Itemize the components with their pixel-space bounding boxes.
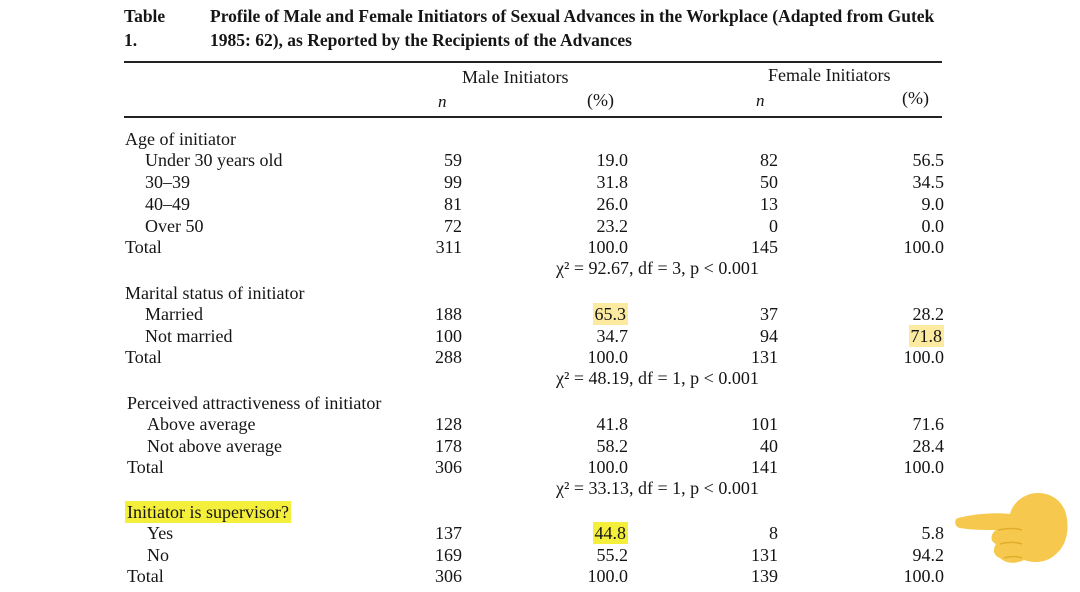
- table-row: [0, 522, 1080, 544]
- male-pct-cell: 23.2: [596, 216, 628, 236]
- header-rule: [124, 116, 942, 118]
- male-n-cell: 81: [444, 194, 462, 214]
- section-heading: Marital status of initiator: [125, 283, 305, 303]
- female-pct-cell: 94.2: [912, 545, 944, 565]
- male-n-cell: 288: [435, 347, 462, 367]
- table-row-total: [0, 346, 1080, 368]
- female-pct-cell: 5.8: [921, 523, 944, 543]
- female-n-cell: 13: [760, 194, 778, 214]
- female-n-cell: 50: [760, 172, 778, 192]
- table-row: [0, 544, 1080, 566]
- table-number: Table 1.: [124, 6, 166, 50]
- female-pct-cell: 100.0: [903, 237, 944, 257]
- row-label: Not above average: [147, 436, 282, 456]
- female-initiators-header: Female Initiators: [768, 65, 891, 85]
- female-n-cell: 145: [751, 237, 778, 257]
- male-n-cell: 100: [435, 326, 462, 346]
- table-row: [0, 171, 1080, 193]
- male-pct-header: (%): [587, 90, 614, 110]
- row-label: Total: [127, 566, 164, 586]
- female-pct-cell: 9.0: [921, 194, 944, 214]
- female-pct-cell: 28.2: [912, 304, 944, 324]
- row-label: Total: [125, 237, 162, 257]
- highlighted-female-pct-cell: 71.8: [910, 326, 942, 346]
- section-heading: Age of initiator: [125, 129, 236, 149]
- female-n-cell: 0: [769, 216, 778, 236]
- male-pct-cell: 100.0: [587, 347, 628, 367]
- female-pct-cell: 100.0: [903, 566, 944, 586]
- highlighted-male-pct-cell: 65.3: [594, 304, 626, 324]
- table-row-total: [0, 456, 1080, 478]
- female-n-cell: 131: [751, 545, 778, 565]
- male-n-cell: 99: [444, 172, 462, 192]
- male-n-cell: 306: [435, 457, 462, 477]
- row-label: Total: [127, 457, 164, 477]
- table-row-total: [0, 236, 1080, 258]
- section-heading: Perceived attractiveness of initiator: [127, 393, 382, 413]
- row-label: Yes: [147, 523, 174, 543]
- female-pct-cell: 100.0: [903, 347, 944, 367]
- male-pct-cell: 41.8: [596, 414, 628, 434]
- table-row: [0, 413, 1080, 435]
- female-n-cell: 82: [760, 150, 778, 170]
- female-pct-header: (%): [902, 88, 929, 108]
- male-n-cell: 59: [444, 150, 462, 170]
- male-pct-cell: 31.8: [596, 172, 628, 192]
- female-n-cell: 37: [760, 304, 778, 324]
- row-label: Above average: [147, 414, 256, 434]
- row-label: Under 30 years old: [145, 150, 283, 170]
- male-pct-cell: 55.2: [596, 545, 628, 565]
- male-n-cell: 128: [435, 414, 462, 434]
- highlighted-section-heading: Initiator is supervisor?: [127, 502, 289, 522]
- row-label: 40–49: [145, 194, 190, 214]
- table-title: Profile of Male and Female Initiators of Sexual Advances in the Workplace (Adapted from Gutek 1985: 62), as Reported by the Recipients of the Advances: [210, 6, 935, 50]
- female-n-cell: 131: [751, 347, 778, 367]
- female-n-cell: 101: [751, 414, 778, 434]
- male-pct-cell: 100.0: [587, 566, 628, 586]
- table-row: [0, 193, 1080, 215]
- male-n-cell: 306: [435, 566, 462, 586]
- chi-square-stat: χ² = 92.67, df = 3, p < 0.001: [556, 258, 759, 278]
- row-label: Total: [125, 347, 162, 367]
- female-n-cell: 94: [760, 326, 778, 346]
- chi-square-stat: χ² = 48.19, df = 1, p < 0.001: [556, 368, 759, 388]
- female-pct-cell: 34.5: [912, 172, 944, 192]
- female-n-cell: 139: [751, 566, 778, 586]
- male-n-cell: 311: [435, 237, 462, 257]
- row-label: Not married: [145, 326, 233, 346]
- pointing-hand-icon: [952, 484, 1072, 574]
- male-pct-cell: 100.0: [587, 237, 628, 257]
- male-pct-cell: 34.7: [596, 326, 628, 346]
- male-n-cell: 72: [444, 216, 462, 236]
- female-pct-cell: 71.6: [912, 414, 944, 434]
- female-n-header: n: [756, 91, 765, 110]
- table-row: [0, 215, 1080, 237]
- table-row: [0, 435, 1080, 457]
- male-n-cell: 169: [435, 545, 462, 565]
- chi-square-stat: χ² = 33.13, df = 1, p < 0.001: [556, 478, 759, 498]
- male-n-cell: 137: [435, 523, 462, 543]
- female-n-cell: 8: [769, 523, 778, 543]
- male-pct-cell: 58.2: [596, 436, 628, 456]
- male-pct-cell: 26.0: [596, 194, 628, 214]
- section-heading-row: [0, 128, 1080, 150]
- highlighted-male-pct-cell: 44.8: [594, 523, 626, 543]
- female-n-cell: 40: [760, 436, 778, 456]
- table-row: [0, 325, 1080, 347]
- section-heading-row: [0, 282, 1080, 304]
- row-label: No: [147, 545, 169, 565]
- row-label: 30–39: [145, 172, 190, 192]
- female-pct-cell: 100.0: [903, 457, 944, 477]
- table-row: [0, 303, 1080, 325]
- top-rule: [124, 61, 942, 63]
- male-n-cell: 188: [435, 304, 462, 324]
- male-n-header: n: [438, 92, 447, 111]
- table-row-total: [0, 565, 1080, 587]
- male-n-cell: 178: [435, 436, 462, 456]
- female-pct-cell: 28.4: [912, 436, 944, 456]
- male-pct-cell: 100.0: [587, 457, 628, 477]
- row-label: Over 50: [145, 216, 204, 236]
- table-row: [0, 149, 1080, 171]
- female-pct-cell: 0.0: [921, 216, 944, 236]
- row-label: Married: [145, 304, 203, 324]
- male-pct-cell: 19.0: [596, 150, 628, 170]
- female-n-cell: 141: [751, 457, 778, 477]
- female-pct-cell: 56.5: [912, 150, 944, 170]
- section-heading-row: [0, 501, 1080, 523]
- section-heading-row: [0, 392, 1080, 414]
- male-initiators-header: Male Initiators: [462, 67, 569, 87]
